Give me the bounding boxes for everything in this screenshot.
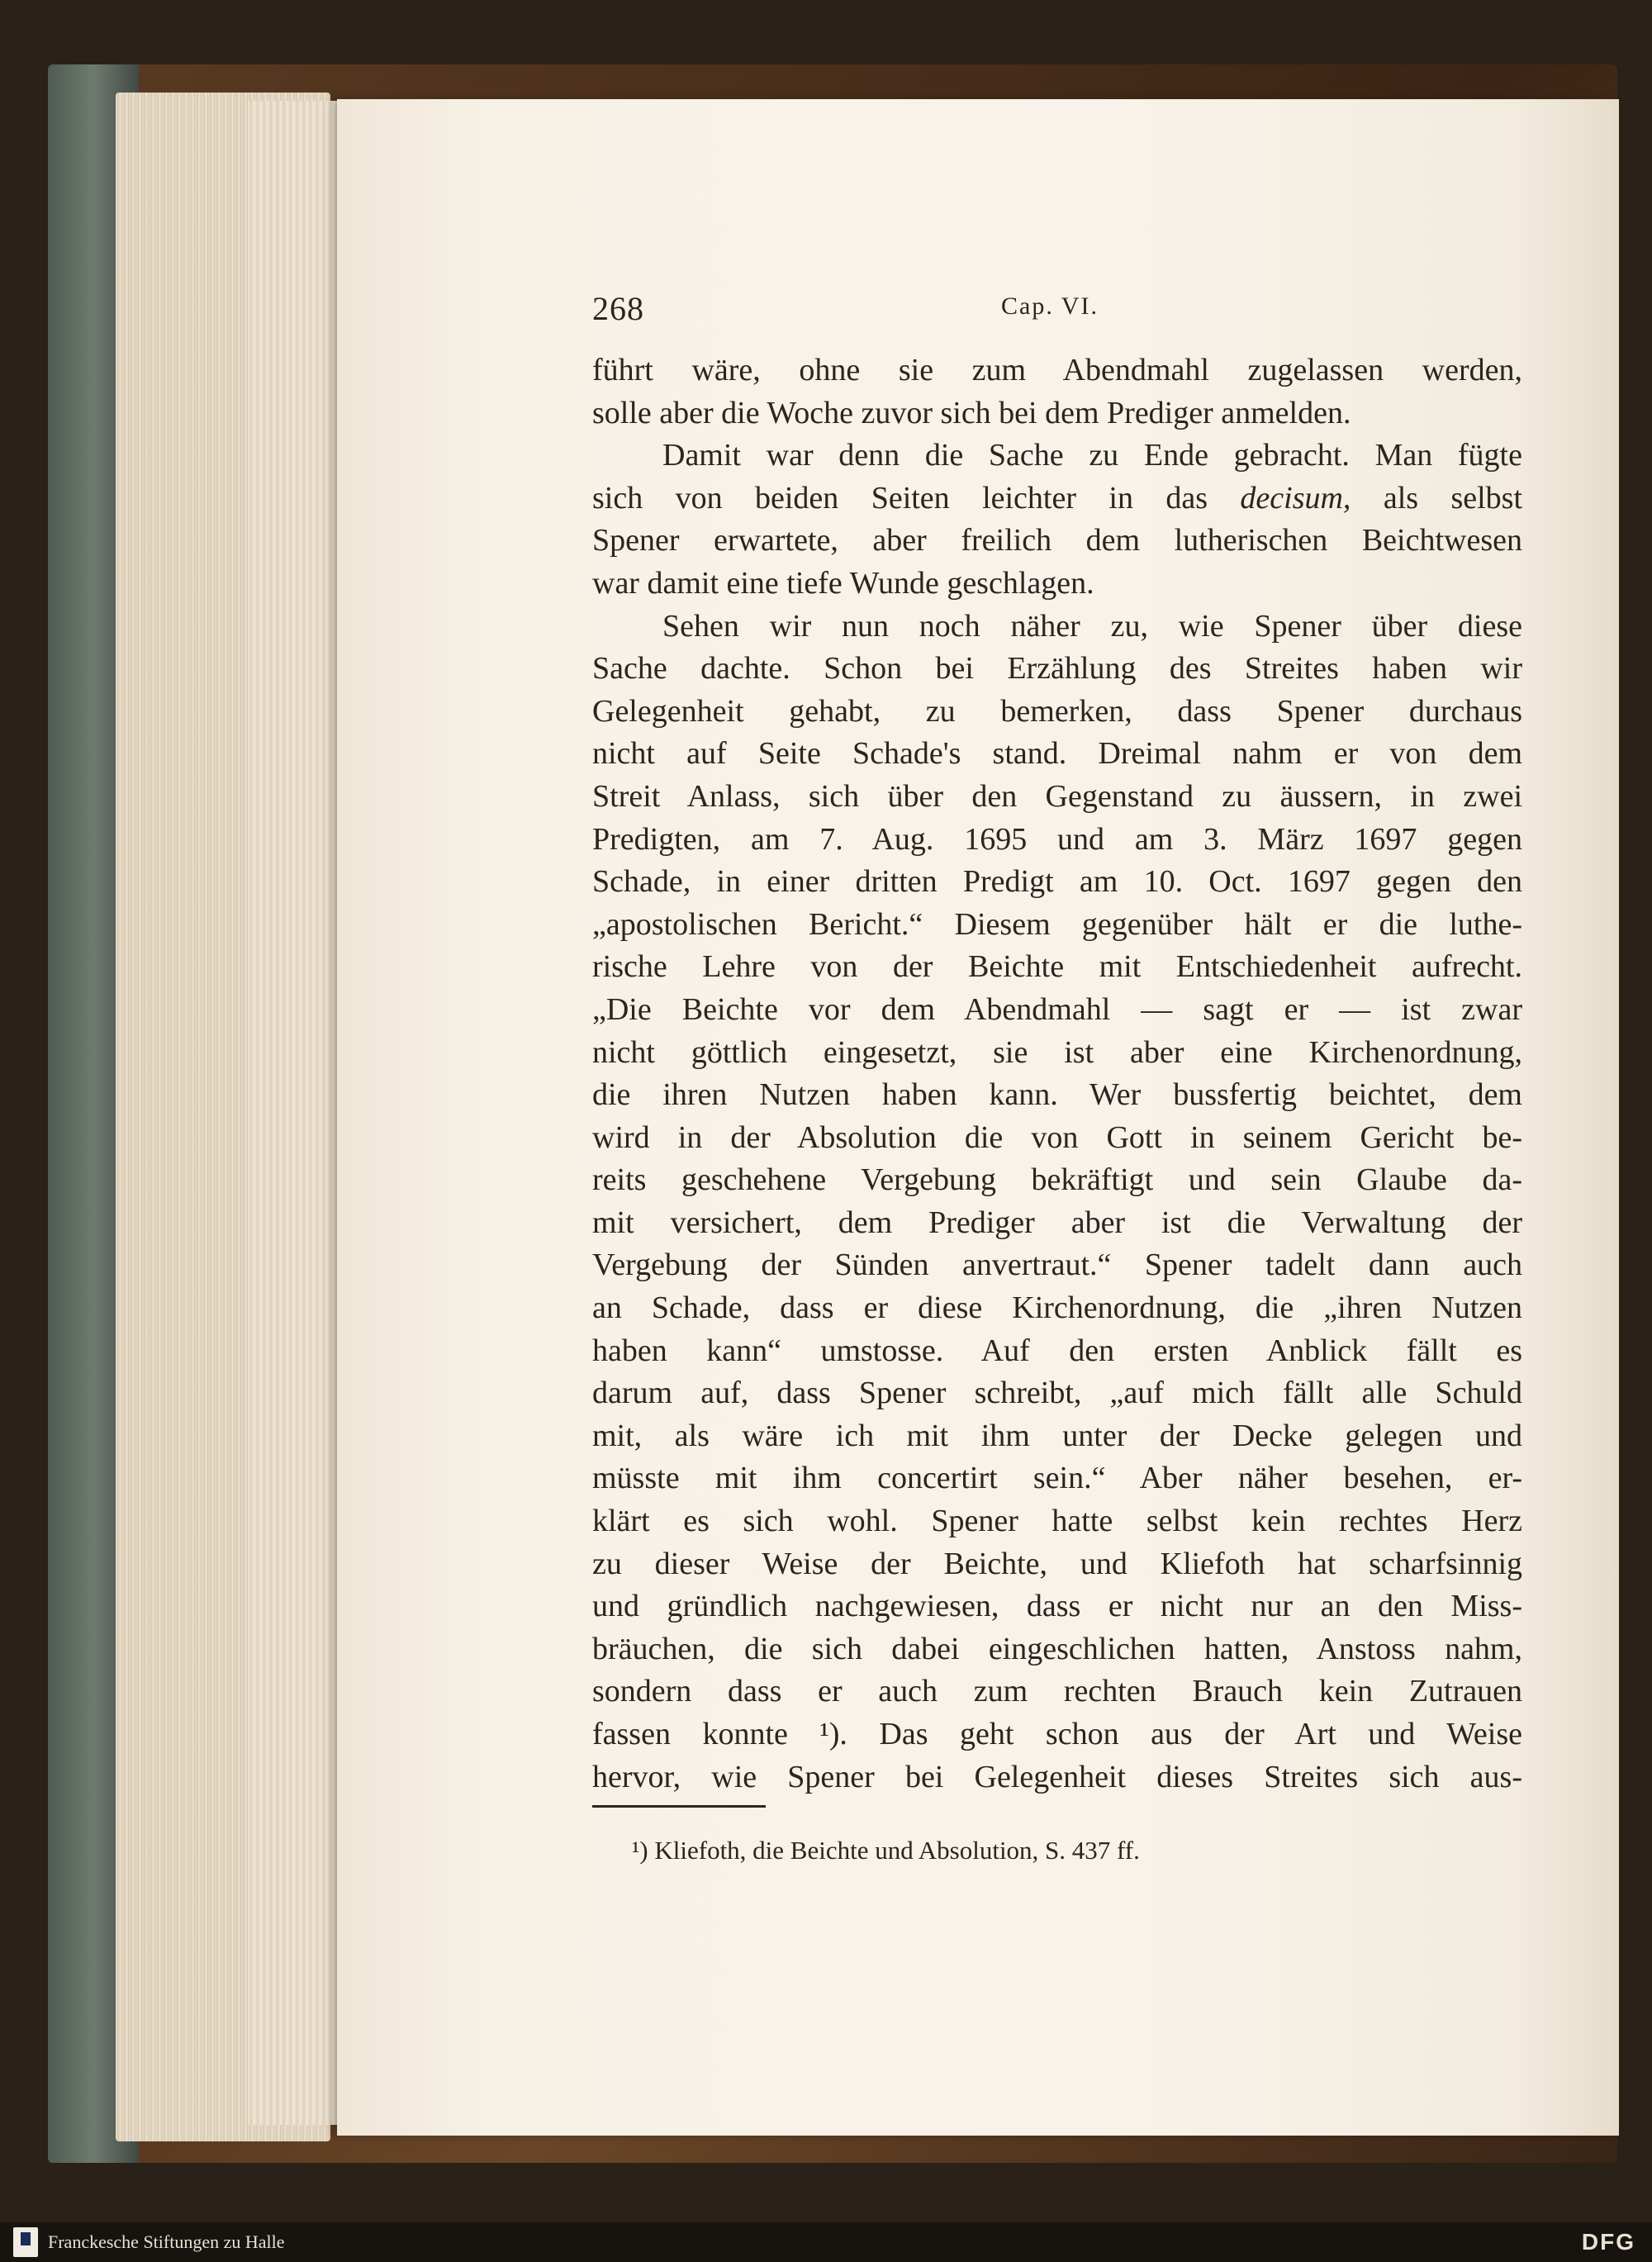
text-line: „apostolischen Bericht.“ Diesem gegenüber hält er die luthe-: [592, 906, 1522, 942]
text-line: Gelegenheit gehabt, zu bemerken, dass Spener durchaus: [592, 693, 1522, 729]
text-line: klärt es sich wohl. Spener hatte selbst kein rechtes Herz: [592, 1504, 1522, 1539]
text-line: „Die Beichte vor dem Abendmahl — sagt er — ist zwar: [592, 991, 1522, 1027]
page-header: [592, 289, 1522, 335]
text-line: haben kann“ umstosse. Auf den ersten Anblick fällt es: [592, 1333, 1522, 1368]
text-line: hervor, wie Spener bei Gelegenheit dieses Streites sich aus-: [592, 1759, 1522, 1794]
text-line: Sache dachte. Schon bei Erzählung des Streites haben wir: [592, 651, 1522, 687]
text-line: Predigten, am 7. Aug. 1695 und am 3. März 1697 gegen: [592, 821, 1522, 857]
institution-logo-icon: [13, 2227, 38, 2257]
text-line: zu dieser Weise der Beichte, und Kliefoth hat scharfsinnig: [592, 1546, 1522, 1581]
text-line: wird in der Absolution die von Gott in seinem Gericht be-: [592, 1119, 1522, 1155]
text-line: führt wäre, ohne sie zum Abendmahl zugelassen werden,: [592, 353, 1522, 387]
page-edges-inner: [248, 101, 347, 2125]
italic-term: decisum,: [1240, 480, 1351, 516]
text-line: sondern dass er auch zum rechten Brauch kein Zutrauen: [592, 1674, 1522, 1709]
text-line: Damit war denn die Sache zu Ende gebracht. Man fügte: [662, 438, 1522, 473]
text-line: mit, als wäre ich mit ihm unter der Decke gelegen und: [592, 1418, 1522, 1453]
text-line: war damit eine tiefe Wunde geschlagen.: [592, 565, 1094, 601]
footnote-divider: [592, 1805, 766, 1808]
text-line: die ihren Nutzen haben kann. Wer bussfertig beichtet, dem: [592, 1077, 1522, 1113]
text-line: mit versichert, dem Prediger aber ist die Verwaltung der: [592, 1205, 1522, 1240]
text-line: und gründlich nachgewiesen, dass er nicht nur an den Miss-: [592, 1589, 1522, 1624]
text-line: nicht auf Seite Schade's stand. Dreimal nahm er von dem: [592, 736, 1522, 772]
text-line: müsste mit ihm concertirt sein.“ Aber näher besehen, er-: [592, 1461, 1522, 1496]
body-text: [592, 349, 1522, 1799]
dfg-logo: DFG: [1581, 2229, 1635, 2255]
text-line: Schade, in einer dritten Predigt am 10. Oct. 1697 gegen den: [592, 864, 1522, 900]
text-line: reits geschehene Vergebung bekräftigt und sein Glaube da-: [592, 1162, 1522, 1198]
text-line: Streit Anlass, sich über den Gegenstand zu äussern, in zwei: [592, 778, 1522, 814]
text-line: nicht göttlich eingesetzt, sie ist aber eine Kirchenordnung,: [592, 1034, 1522, 1070]
text-line: bräuchen, die sich dabei eingeschlichen hatten, Anstoss nahm,: [592, 1631, 1522, 1666]
text-line: darum auf, dass Spener schreibt, „auf mich fällt alle Schuld: [592, 1376, 1522, 1411]
text-line: Vergebung der Sünden anvertraut.“ Spener tadelt dann auch: [592, 1247, 1522, 1283]
text-line: fassen konnte ¹). Das geht schon aus der Art und Weise: [592, 1717, 1522, 1751]
text-line: solle aber die Woche zuvor sich bei dem Prediger anmelden.: [592, 395, 1351, 430]
text-line: rische Lehre von der Beichte mit Entschiedenheit aufrecht.: [592, 949, 1522, 985]
text-line: Spener erwartete, aber freilich dem lutherischen Beichtwesen: [592, 523, 1522, 558]
footnote: ¹) Kliefoth, die Beichte und Absolution, S. 437 ff.: [632, 1836, 1140, 1865]
page-number: 268: [592, 290, 644, 327]
running-head: Cap. VI.: [1001, 292, 1099, 320]
text-line: Sehen wir nun noch näher zu, wie Spener über diese: [662, 608, 1522, 644]
text-line: an Schade, dass er diese Kirchenordnung, die „ihren Nutzen: [592, 1290, 1522, 1326]
text-line: sich von beiden Seiten leichter in das decisum, als selbst: [592, 480, 1522, 516]
institution-name: Franckesche Stiftungen zu Halle: [48, 2231, 285, 2252]
footer-bar: [0, 2222, 1652, 2262]
